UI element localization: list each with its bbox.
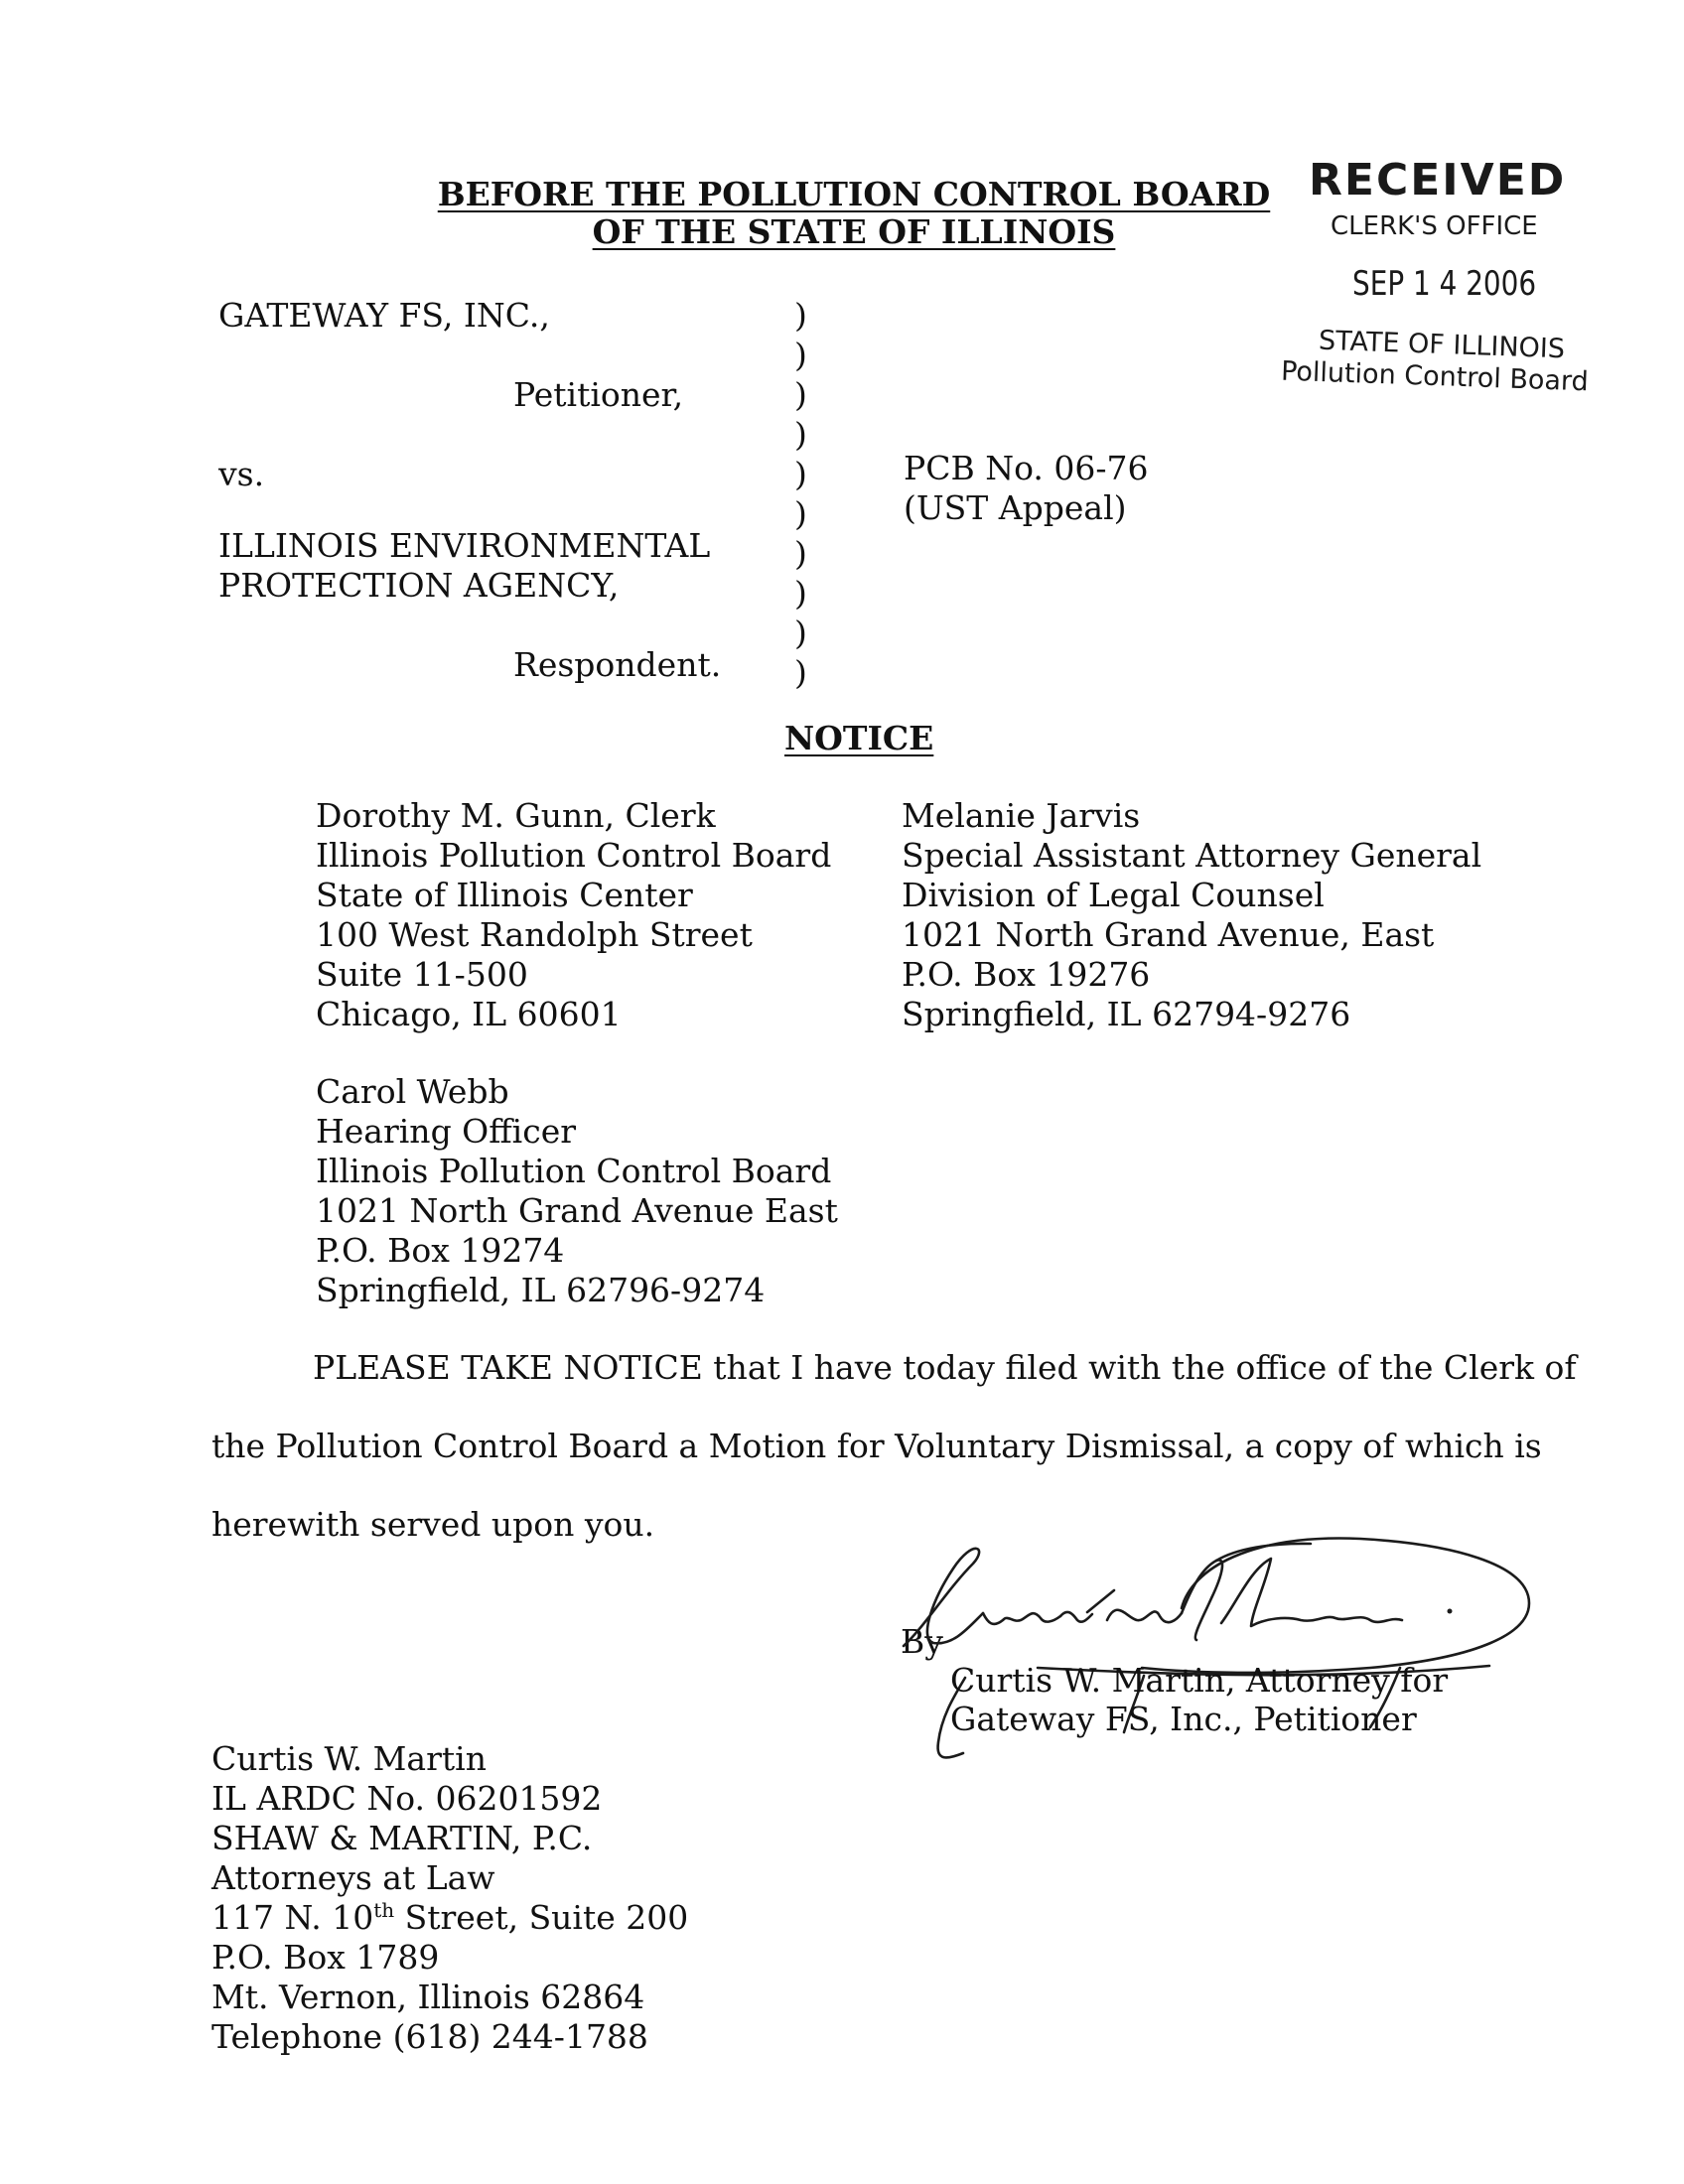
body-line-2: the Pollution Control Board a Motion for Voluntary Dismissal, a copy of which is — [211, 1427, 1542, 1465]
versus-text: vs. — [218, 455, 265, 493]
paren: ) — [794, 534, 807, 573]
stamp-office: CLERK'S OFFICE — [1331, 211, 1538, 241]
attorney-street — [211, 1898, 688, 1938]
paren: ) — [794, 375, 807, 414]
body-line-1: PLEASE TAKE NOTICE that I have today filed with the office of the Clerk of — [313, 1348, 1577, 1387]
signature-by: By — [901, 1622, 943, 1661]
caption-parentheses — [794, 296, 814, 693]
respondent-name-line-2: PROTECTION AGENCY, — [218, 566, 620, 605]
recipient-line: 1021 North Grand Avenue East — [316, 1191, 838, 1230]
attorney-role: Attorneys at Law — [211, 1858, 495, 1897]
stamp-date: SEP 1 4 2006 — [1352, 264, 1537, 304]
recipient-line: Springfield, IL 62794-9276 — [902, 995, 1351, 1033]
respondent-label: Respondent. — [513, 645, 722, 684]
paren: ) — [794, 336, 807, 374]
recipient-line: Division of Legal Counsel — [902, 876, 1325, 914]
street-suffix: Street, Suite 200 — [394, 1898, 689, 1937]
case-type: (UST Appeal) — [904, 488, 1127, 527]
paren: ) — [794, 653, 807, 692]
paren: ) — [794, 574, 807, 613]
recipient-block — [316, 796, 831, 1034]
recipient-line: Special Assistant Attorney General — [902, 836, 1482, 875]
recipient-block — [902, 796, 1481, 1034]
recipient-line: Illinois Pollution Control Board — [316, 836, 832, 875]
handwritten-signature — [894, 1529, 1549, 1777]
paren: ) — [794, 415, 807, 454]
recipient-line: 1021 North Grand Avenue, East — [902, 915, 1435, 954]
recipient-line: P.O. Box 19274 — [316, 1231, 565, 1270]
signature-line-1: Curtis W. Martin, Attorney for — [950, 1661, 1449, 1700]
respondent-name-line-1: ILLINOIS ENVIRONMENTAL — [218, 526, 711, 565]
recipient-line: 100 West Randolph Street — [316, 915, 753, 954]
recipient-line: Carol Webb — [316, 1072, 509, 1111]
recipient-line: Hearing Officer — [316, 1112, 577, 1151]
attorney-po-box: P.O. Box 1789 — [211, 1938, 440, 1977]
street-sup: th — [373, 1898, 395, 1922]
attorney-block — [211, 1739, 688, 2057]
recipient-line: Dorothy M. Gunn, Clerk — [316, 796, 716, 835]
case-number: PCB No. 06-76 — [904, 449, 1149, 487]
paren: ) — [794, 494, 807, 533]
heading-line-1: BEFORE THE POLLUTION CONTROL BOARD — [437, 175, 1271, 213]
recipient-line: Springfield, IL 62796-9274 — [316, 1271, 766, 1309]
recipient-line: P.O. Box 19276 — [902, 955, 1151, 994]
body-line-3: herewith served upon you. — [211, 1505, 655, 1544]
attorney-ardc: IL ARDC No. 06201592 — [211, 1779, 603, 1818]
attorney-name: Curtis W. Martin — [211, 1739, 487, 1778]
recipient-line: Suite 11-500 — [316, 955, 528, 994]
heading-line-2: OF THE STATE OF ILLINOIS — [592, 212, 1116, 251]
recipient-line: Chicago, IL 60601 — [316, 995, 622, 1033]
attorney-city: Mt. Vernon, Illinois 62864 — [211, 1978, 645, 2016]
notice-title: NOTICE — [784, 719, 934, 757]
street-prefix: 117 N. 10 — [211, 1898, 374, 1937]
paren: ) — [794, 614, 807, 652]
petitioner-name: GATEWAY FS, INC., — [218, 296, 550, 335]
recipient-line: Illinois Pollution Control Board — [316, 1152, 832, 1190]
stamp-board: Pollution Control Board — [1280, 355, 1590, 398]
paren: ) — [794, 455, 807, 493]
recipient-line: State of Illinois Center — [316, 876, 693, 914]
recipient-line: Melanie Jarvis — [902, 796, 1141, 835]
received-stamp — [1280, 155, 1658, 398]
stamp-received: RECEIVED — [1309, 155, 1567, 205]
petitioner-label: Petitioner, — [513, 375, 684, 414]
paren: ) — [794, 296, 807, 335]
recipient-block — [316, 1072, 838, 1310]
stamp-state: STATE OF ILLINOIS — [1318, 325, 1566, 365]
attorney-phone: Telephone (618) 244-1788 — [211, 2017, 648, 2056]
signature-line-2: Gateway FS, Inc., Petitioner — [950, 1700, 1417, 1738]
attorney-firm: SHAW & MARTIN, P.C. — [211, 1819, 593, 1857]
